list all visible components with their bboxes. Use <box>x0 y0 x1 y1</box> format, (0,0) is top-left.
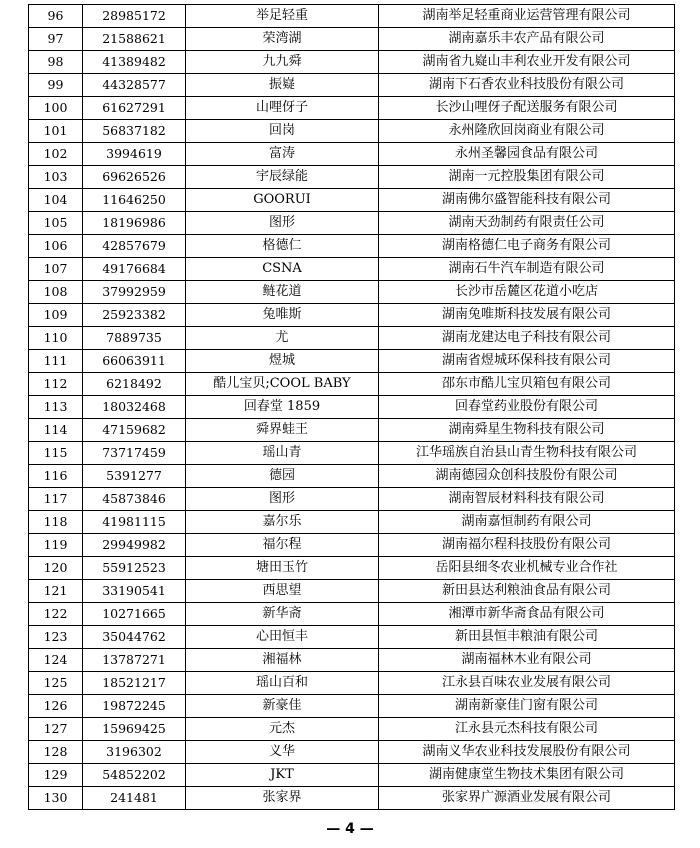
company-name: 永州隆欣回岗商业有限公司 <box>379 120 675 143</box>
table-row <box>29 488 675 511</box>
company-name: 湖南舜星生物科技有限公司 <box>379 419 675 442</box>
registration-number: 6218492 <box>83 373 186 396</box>
trademark-name: 舜界蛙王 <box>186 419 379 442</box>
registration-number: 47159682 <box>83 419 186 442</box>
company-name: 长沙市岳麓区花道小吃店 <box>379 281 675 304</box>
trademark-name: 新华斋 <box>186 603 379 626</box>
trademark-name: 回春堂 1859 <box>186 396 379 419</box>
row-number: 121 <box>29 580 83 603</box>
trademark-name: 富涛 <box>186 143 379 166</box>
trademark-name: 回岗 <box>186 120 379 143</box>
row-number: 128 <box>29 741 83 764</box>
row-number: 100 <box>29 97 83 120</box>
row-number: 96 <box>29 5 83 28</box>
trademark-name: 张家界 <box>186 787 379 810</box>
row-number: 123 <box>29 626 83 649</box>
company-name: 湖南义华农业科技发展股份有限公司 <box>379 741 675 764</box>
company-name: 岳阳县细冬农业机械专业合作社 <box>379 557 675 580</box>
trademark-name: 福尔程 <box>186 534 379 557</box>
row-number: 113 <box>29 396 83 419</box>
company-name: 湖南一元控股集团有限公司 <box>379 166 675 189</box>
row-number: 97 <box>29 28 83 51</box>
table-row <box>29 465 675 488</box>
company-name: 湖南德园众创科技股份有限公司 <box>379 465 675 488</box>
table-row <box>29 212 675 235</box>
company-name: 长沙山哩伢子配送服务有限公司 <box>379 97 675 120</box>
table-row <box>29 28 675 51</box>
table-row <box>29 787 675 810</box>
table-row <box>29 258 675 281</box>
company-name: 江华瑶族自治县山青生物科技有限公司 <box>379 442 675 465</box>
table-row <box>29 5 675 28</box>
company-name: 湖南健康堂生物技术集团有限公司 <box>379 764 675 787</box>
trademark-name: 元杰 <box>186 718 379 741</box>
row-number: 101 <box>29 120 83 143</box>
table-row <box>29 764 675 787</box>
table-row <box>29 120 675 143</box>
table-row <box>29 350 675 373</box>
trademark-name: 山哩伢子 <box>186 97 379 120</box>
row-number: 120 <box>29 557 83 580</box>
row-number: 106 <box>29 235 83 258</box>
company-name: 湖南龙建达电子科技有限公司 <box>379 327 675 350</box>
registration-number: 19872245 <box>83 695 186 718</box>
company-name: 湖南嘉乐丰农产品有限公司 <box>379 28 675 51</box>
table-row <box>29 396 675 419</box>
trademark-name: 图形 <box>186 212 379 235</box>
table-row <box>29 97 675 120</box>
trademark-name: 尤 <box>186 327 379 350</box>
row-number: 130 <box>29 787 83 810</box>
trademark-name: 九九舜 <box>186 51 379 74</box>
registration-number: 41389482 <box>83 51 186 74</box>
trademark-name: 酷儿宝贝;COOL BABY <box>186 373 379 396</box>
company-name: 湘潭市新华斋食品有限公司 <box>379 603 675 626</box>
row-number: 112 <box>29 373 83 396</box>
registration-number: 45873846 <box>83 488 186 511</box>
trademark-name: GOORUI <box>186 189 379 212</box>
company-name: 湖南石牛汽车制造有限公司 <box>379 258 675 281</box>
company-name: 湖南智辰材料科技有限公司 <box>379 488 675 511</box>
company-name: 湖南省九嶷山丰利农业开发有限公司 <box>379 51 675 74</box>
row-number: 125 <box>29 672 83 695</box>
trademark-name: 心田恒丰 <box>186 626 379 649</box>
company-name: 湖南举足轻重商业运营管理有限公司 <box>379 5 675 28</box>
row-number: 119 <box>29 534 83 557</box>
registration-number: 35044762 <box>83 626 186 649</box>
registration-number: 29949982 <box>83 534 186 557</box>
table-row <box>29 235 675 258</box>
table-row <box>29 511 675 534</box>
company-name: 湖南天劲制药有限责任公司 <box>379 212 675 235</box>
row-number: 115 <box>29 442 83 465</box>
row-number: 104 <box>29 189 83 212</box>
registration-number: 73717459 <box>83 442 186 465</box>
company-name: 邵东市酷儿宝贝箱包有限公司 <box>379 373 675 396</box>
trademark-name: 宇辰绿能 <box>186 166 379 189</box>
trademark-name: JKT <box>186 764 379 787</box>
trademark-name: 举足轻重 <box>186 5 379 28</box>
table-row <box>29 626 675 649</box>
registration-number: 61627291 <box>83 97 186 120</box>
trademark-name: 湘福林 <box>186 649 379 672</box>
registration-number: 18521217 <box>83 672 186 695</box>
table-row <box>29 534 675 557</box>
table-row <box>29 649 675 672</box>
company-name: 江永县元杰科技有限公司 <box>379 718 675 741</box>
registration-number: 54852202 <box>83 764 186 787</box>
table-row <box>29 143 675 166</box>
registration-number: 41981115 <box>83 511 186 534</box>
table-body <box>29 5 675 810</box>
table-row <box>29 557 675 580</box>
table-row <box>29 373 675 396</box>
registration-number: 10271665 <box>83 603 186 626</box>
registration-number: 33190541 <box>83 580 186 603</box>
row-number: 103 <box>29 166 83 189</box>
row-number: 98 <box>29 51 83 74</box>
trademark-name: 德园 <box>186 465 379 488</box>
company-name: 湖南福尔程科技股份有限公司 <box>379 534 675 557</box>
trademark-name: 荣湾湖 <box>186 28 379 51</box>
registration-number: 49176684 <box>83 258 186 281</box>
registration-number: 21588621 <box>83 28 186 51</box>
table-row <box>29 51 675 74</box>
registration-number: 3196302 <box>83 741 186 764</box>
company-name: 湖南兔唯斯科技发展有限公司 <box>379 304 675 327</box>
trademark-name: 格德仁 <box>186 235 379 258</box>
table-row <box>29 74 675 97</box>
row-number: 129 <box>29 764 83 787</box>
row-number: 124 <box>29 649 83 672</box>
company-name: 张家界广源酒业发展有限公司 <box>379 787 675 810</box>
row-number: 99 <box>29 74 83 97</box>
registration-number: 66063911 <box>83 350 186 373</box>
trademark-table <box>28 4 675 810</box>
company-name: 湖南省煜城环保科技有限公司 <box>379 350 675 373</box>
row-number: 105 <box>29 212 83 235</box>
table-row <box>29 741 675 764</box>
company-name: 湖南格德仁电子商务有限公司 <box>379 235 675 258</box>
row-number: 127 <box>29 718 83 741</box>
company-name: 湖南嘉恒制药有限公司 <box>379 511 675 534</box>
registration-number: 241481 <box>83 787 186 810</box>
row-number: 108 <box>29 281 83 304</box>
company-name: 永州圣馨园食品有限公司 <box>379 143 675 166</box>
company-name: 回春堂药业股份有限公司 <box>379 396 675 419</box>
registration-number: 44328577 <box>83 74 186 97</box>
registration-number: 3994619 <box>83 143 186 166</box>
table-row <box>29 695 675 718</box>
table-row <box>29 718 675 741</box>
row-number: 126 <box>29 695 83 718</box>
company-name: 湖南福林木业有限公司 <box>379 649 675 672</box>
company-name: 江永县百味农业发展有限公司 <box>379 672 675 695</box>
trademark-name: 瑶山百和 <box>186 672 379 695</box>
row-number: 102 <box>29 143 83 166</box>
row-number: 117 <box>29 488 83 511</box>
trademark-name: 西思望 <box>186 580 379 603</box>
trademark-name: 义华 <box>186 741 379 764</box>
row-number: 122 <box>29 603 83 626</box>
trademark-name: CSNA <box>186 258 379 281</box>
registration-number: 18032468 <box>83 396 186 419</box>
registration-number: 13787271 <box>83 649 186 672</box>
trademark-name: 瑶山青 <box>186 442 379 465</box>
registration-number: 18196986 <box>83 212 186 235</box>
registration-number: 7889735 <box>83 327 186 350</box>
registration-number: 15969425 <box>83 718 186 741</box>
row-number: 118 <box>29 511 83 534</box>
table-row <box>29 166 675 189</box>
table-row <box>29 189 675 212</box>
table-row <box>29 327 675 350</box>
trademark-name: 新豪佳 <box>186 695 379 718</box>
trademark-name: 嘉尔乐 <box>186 511 379 534</box>
table-row <box>29 580 675 603</box>
trademark-name: 兔唯斯 <box>186 304 379 327</box>
company-name: 湖南佛尔盛智能科技有限公司 <box>379 189 675 212</box>
registration-number: 5391277 <box>83 465 186 488</box>
row-number: 107 <box>29 258 83 281</box>
company-name: 湖南下石香农业科技股份有限公司 <box>379 74 675 97</box>
registration-number: 56837182 <box>83 120 186 143</box>
registration-number: 42857679 <box>83 235 186 258</box>
trademark-name: 图形 <box>186 488 379 511</box>
row-number: 109 <box>29 304 83 327</box>
table-row <box>29 281 675 304</box>
trademark-name: 鲢花道 <box>186 281 379 304</box>
registration-number: 28985172 <box>83 5 186 28</box>
registration-number: 25923382 <box>83 304 186 327</box>
table-row <box>29 442 675 465</box>
trademark-name: 塘田玉竹 <box>186 557 379 580</box>
registration-number: 69626526 <box>83 166 186 189</box>
company-name: 新田县恒丰粮油有限公司 <box>379 626 675 649</box>
table-row <box>29 603 675 626</box>
row-number: 110 <box>29 327 83 350</box>
table-row <box>29 419 675 442</box>
row-number: 116 <box>29 465 83 488</box>
trademark-name: 振嶷 <box>186 74 379 97</box>
trademark-name: 煜城 <box>186 350 379 373</box>
page-number: — 4 — <box>326 821 374 837</box>
table-row <box>29 304 675 327</box>
registration-number: 55912523 <box>83 557 186 580</box>
company-name: 湖南新豪佳门窗有限公司 <box>379 695 675 718</box>
table-row <box>29 672 675 695</box>
registration-number: 37992959 <box>83 281 186 304</box>
row-number: 114 <box>29 419 83 442</box>
registration-number: 11646250 <box>83 189 186 212</box>
row-number: 111 <box>29 350 83 373</box>
company-name: 新田县达利粮油食品有限公司 <box>379 580 675 603</box>
